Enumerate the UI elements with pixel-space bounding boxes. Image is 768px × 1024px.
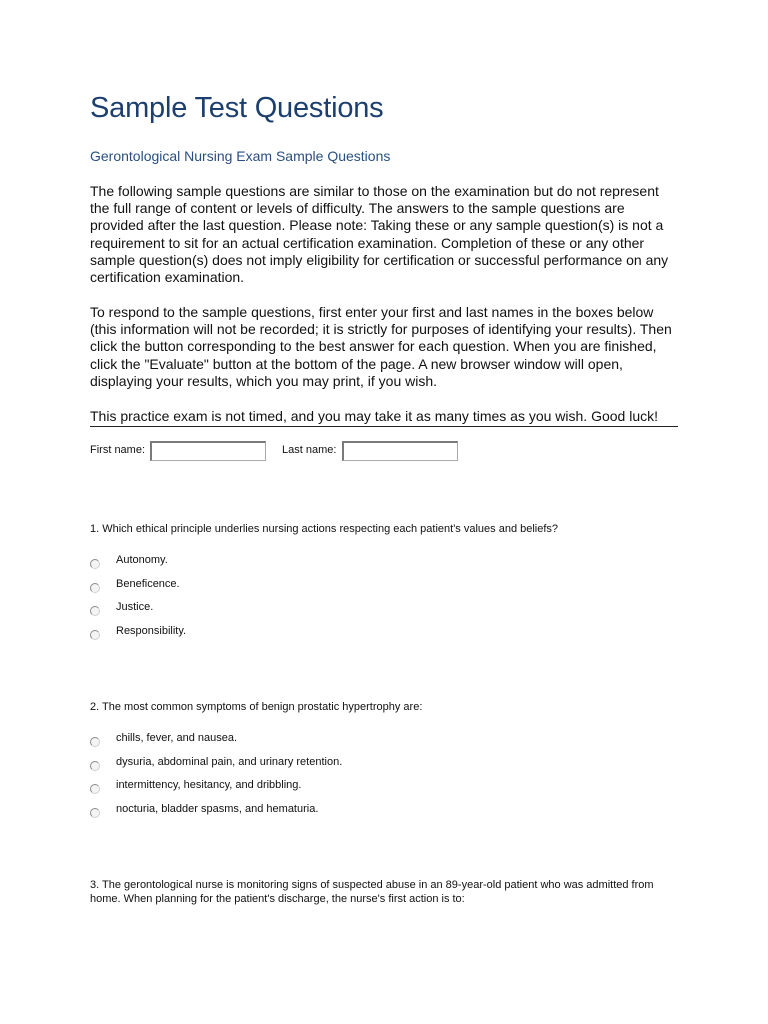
option-label: Autonomy. bbox=[116, 554, 168, 566]
question-1-option-d[interactable] bbox=[90, 625, 490, 649]
first-name-label: First name: bbox=[90, 444, 146, 456]
option-label: Beneficence. bbox=[116, 577, 180, 590]
last-name-label: Last name: bbox=[282, 444, 337, 456]
intro-paragraph-2: To respond to the sample questions, first enter your first and last names in the boxes below (this information will not be recorded; it is strictly for purposes of identifying your results). Then click the button corresponding to the best answer for each question. When you are finished, click the "Evaluate" button at the bottom of the page. A new browser window will open, displaying your results, which you may print, if you wish. bbox=[90, 304, 672, 389]
option-label: chills, fever, and nausea. bbox=[116, 732, 238, 744]
question-3-text: 3. The gerontological nurse is monitoring signs of suspected abuse in an 89-year-old patient who was admitted from home. When planning for the patient's discharge, the nurse's first action is to: bbox=[90, 879, 654, 905]
question-2-option-c[interactable] bbox=[90, 779, 490, 803]
question-2-text: 2. The most common symptoms of benign prostatic hypertrophy are: bbox=[90, 701, 423, 713]
option-label: intermittency, hesitancy, and dribbling. bbox=[116, 779, 302, 791]
radio-button[interactable] bbox=[90, 606, 100, 616]
radio-button[interactable] bbox=[90, 630, 100, 640]
question-2-option-a[interactable] bbox=[90, 732, 490, 756]
radio-button[interactable] bbox=[90, 784, 100, 794]
question-2-options bbox=[90, 732, 490, 826]
question-1-options bbox=[90, 554, 490, 648]
radio-button[interactable] bbox=[90, 559, 100, 569]
radio-button[interactable] bbox=[90, 737, 100, 747]
last-name-input[interactable] bbox=[342, 441, 458, 461]
option-label: dysuria, abdominal pain, and urinary retention. bbox=[116, 755, 343, 768]
option-label: Responsibility. bbox=[116, 624, 187, 637]
question-1-option-b[interactable] bbox=[90, 578, 490, 602]
radio-button[interactable] bbox=[90, 761, 100, 771]
intro-paragraph-1: The following sample questions are similar to those on the examination but do not represent the full range of content or levels of difficulty. The answers to the sample questions are provided after the last question. Please note: Taking these or any sample question(s) is not a requirement to sit for an actual certification examination. Completion of these or any other sample question(s) does not imply eligibility for certification or successful performance on any certification examination. bbox=[90, 183, 669, 286]
page-subtitle: Gerontological Nursing Exam Sample Questions bbox=[90, 148, 391, 164]
option-label: Justice. bbox=[116, 601, 154, 613]
page-title: Sample Test Questions bbox=[90, 92, 384, 124]
radio-button[interactable] bbox=[90, 808, 100, 818]
question-1-option-a[interactable] bbox=[90, 554, 490, 578]
question-2-option-d[interactable] bbox=[90, 803, 490, 827]
radio-button[interactable] bbox=[90, 583, 100, 593]
question-1-option-c[interactable] bbox=[90, 601, 490, 625]
first-name-input[interactable] bbox=[150, 441, 266, 461]
option-label: nocturia, bladder spasms, and hematuria. bbox=[116, 802, 319, 815]
question-1-text: 1. Which ethical principle underlies nursing actions respecting each patient's values and beliefs? bbox=[90, 523, 559, 535]
name-form bbox=[90, 441, 490, 465]
practice-notice: This practice exam is not timed, and you may take it as many times as you wish. Good luck! bbox=[90, 408, 678, 427]
question-2-option-b[interactable] bbox=[90, 756, 490, 780]
